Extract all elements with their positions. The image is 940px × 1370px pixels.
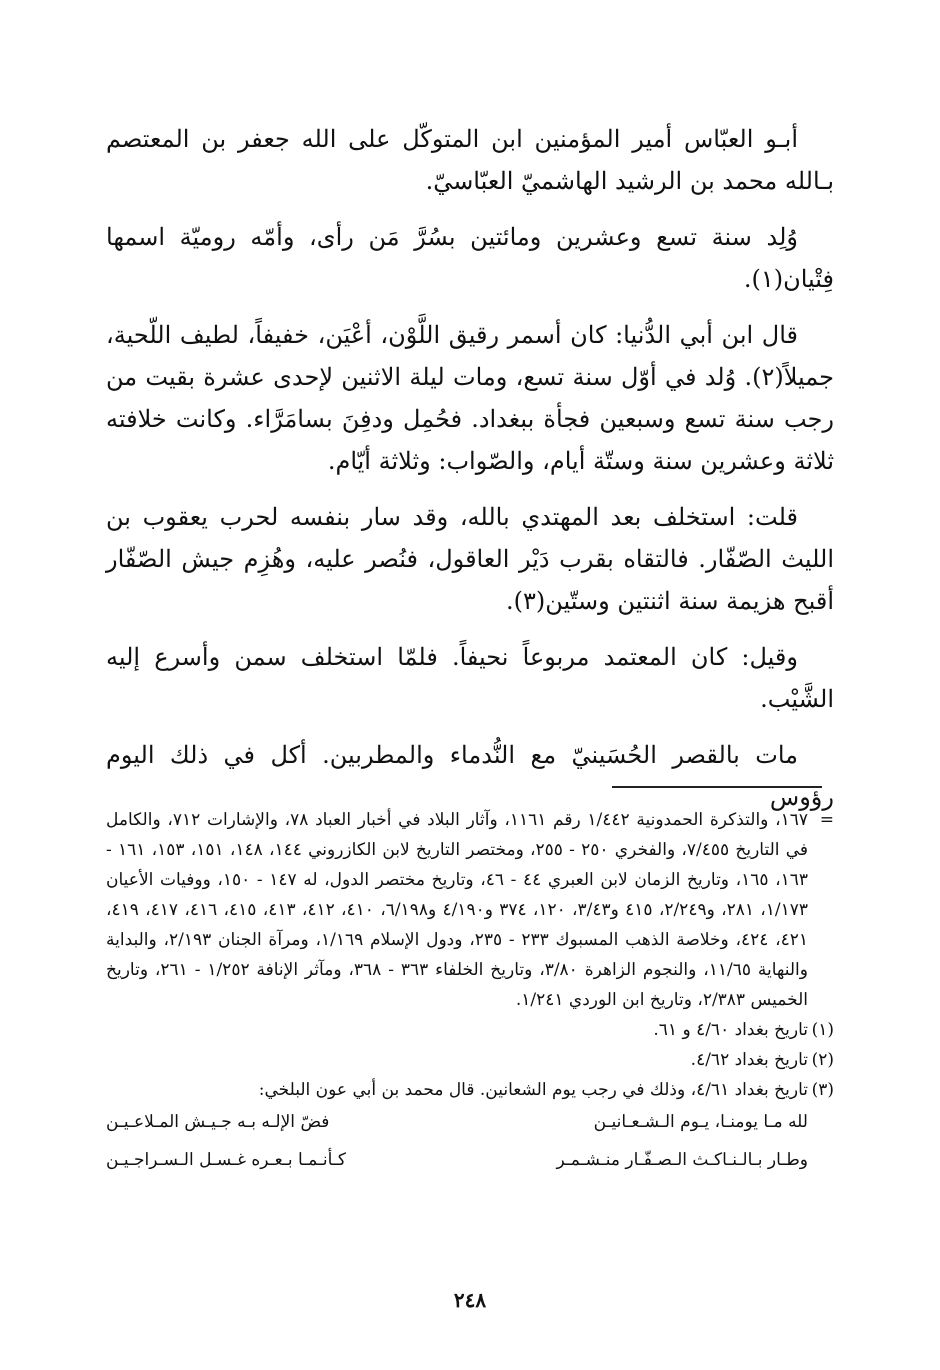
paragraph-death: مات بالقصر الحُسَينيّ مع النُّدماء والمطربين. أكل في ذلك اليوم رؤوس bbox=[106, 741, 834, 811]
footnote-2 bbox=[106, 1045, 834, 1075]
footnote-number: (٣) bbox=[811, 1080, 834, 1100]
continuation-mark: = bbox=[819, 810, 834, 830]
verse-second-hemistich: فضّ الإلـه بـه جـيـش المـلاعـيـن bbox=[106, 1112, 330, 1132]
paragraph-caliphate: قلت: استخلف بعد المهتدي بالله، وقد سار بنفسه لحرب يعقوب بن الليث الصّفّار. فالتقاه بقرب دَيْر العاقول، فنُصر عليه، وهُزِم جيش الصّفّار أقبح هزيمة سنة اثنتين وستّين(٣). bbox=[106, 503, 834, 615]
paragraph-name-lineage: أبـو العبّاس أمير المؤمنين ابن المتوكّل على الله جعفر بن المعتصم بـالله محمد بن الرشيد الهاشميّ العبّاسيّ. bbox=[106, 125, 834, 195]
main-text bbox=[106, 118, 834, 832]
continuation-text: ١٦٧، والتذكرة الحمدونية ١/٤٤٢ رقم ١١٦١، وآثار البلاد في أخبار العباد ٧٨، والإشارات ٧١٢، والكامل في التاريخ ٧/٤٥٥، والفخري ٢٥٠ - ٢٥٥، ومختصر التاريخ لابن الكازروني ١٤٤، ١٤٨، ١٥١، ١٥٣، ١٦١ - ١٦٣، ١٦٥، وتاريخ الزمان لابن العبري ٤٤ - ٤٦، وتاريخ مختصر الدول، له ١٤٧ - ١٥٠، ووفيات الأعيان ١/١٧٣، ٢٨١، و٢/٢٤٩، ٤١٥ و٣/٤٣، ١٢٠، ٣٧٤ و٤/١٩٠ و٦/١٩٨، ٤١٠، ٤١٢، ٤١٣، ٤١٥، ٤١٦، ٤١٧، ٤١٩، ٤٢١، ٤٢٤، وخلاصة الذهب المسبوك ٢٣٣ - ٢٣٥، ودول الإسلام ١/١٦٩، ومرآة الجنان ٢/١٩٣، والبداية والنهاية ١١/٦٥، والنجوم الزاهرة ٣/٨٠، وتاريخ الخلفاء ٣٦٣ - ٣٦٨، ومآثر الإنافة ١/٢٥٢ - ٢٦١، وتاريخ الخميس ٢/٣٨٣، وتاريخ ابن الوردي ١/٢٤١. bbox=[106, 810, 809, 1010]
paragraph-appearance: وقيل: كان المعتمد مربوعاً نحيفاً. فلمّا استخلف سمن وأسرع إليه الشَّيْب. bbox=[106, 643, 834, 713]
footnote-3 bbox=[106, 1075, 834, 1105]
footnote-text: تاريخ بغداد ٤/٦٢. bbox=[690, 1050, 808, 1070]
verse-line-2 bbox=[106, 1145, 834, 1175]
footnote-number: (٢) bbox=[811, 1050, 834, 1070]
verse-first-hemistich: وطـار بـالـنـاكـث الـصـفّـار منـشـمـر bbox=[556, 1150, 808, 1170]
verse-first-hemistich: لله مـا يومنـا، يـوم الـشـعـانيـن bbox=[593, 1112, 808, 1132]
footnotes bbox=[106, 805, 834, 1175]
verse-line-1 bbox=[106, 1107, 834, 1137]
footnote-number: (١) bbox=[811, 1020, 834, 1040]
paragraph-birth: وُلِد سنة تسع وعشرين ومائتين بسُرَّ مَن رأى، وأمّه روميّة اسمها فِتْيان(١). bbox=[106, 223, 834, 293]
page-number: ٢٤٨ bbox=[453, 1288, 487, 1312]
footnote-separator bbox=[612, 786, 822, 788]
footnote-continuation bbox=[106, 805, 834, 1015]
poem bbox=[106, 1107, 834, 1175]
footnote-text: تاريخ بغداد ٤/٦١، وذلك في رجب يوم الشعانين. قال محمد بن أبي عون البلخي: bbox=[258, 1080, 808, 1100]
paragraph-description: قال ابن أبي الدُّنيا: كان أسمر رقيق اللَّوْن، أعْيَن، خفيفاً، لطيف اللّحية، جميلاً(٢). وُلد في أوّل سنة تسع، ومات ليلة الاثنين لإحدى عشرة بقيت من رجب سنة تسع وسبعين فجأة ببغداد. فحُمِل ودفِنَ بسامَرَّاء. وكانت خلافته ثلاثة وعشرين سنة وستّة أيام، والصّواب: وثلاثة أيّام. bbox=[106, 321, 834, 475]
footnote-1 bbox=[106, 1015, 834, 1045]
footnote-text: تاريخ بغداد ٤/٦٠ و ٦١. bbox=[653, 1020, 808, 1040]
verse-second-hemistich: كـأنـمـا بـعـره غـسـل الـسـراجـيـن bbox=[106, 1150, 346, 1170]
